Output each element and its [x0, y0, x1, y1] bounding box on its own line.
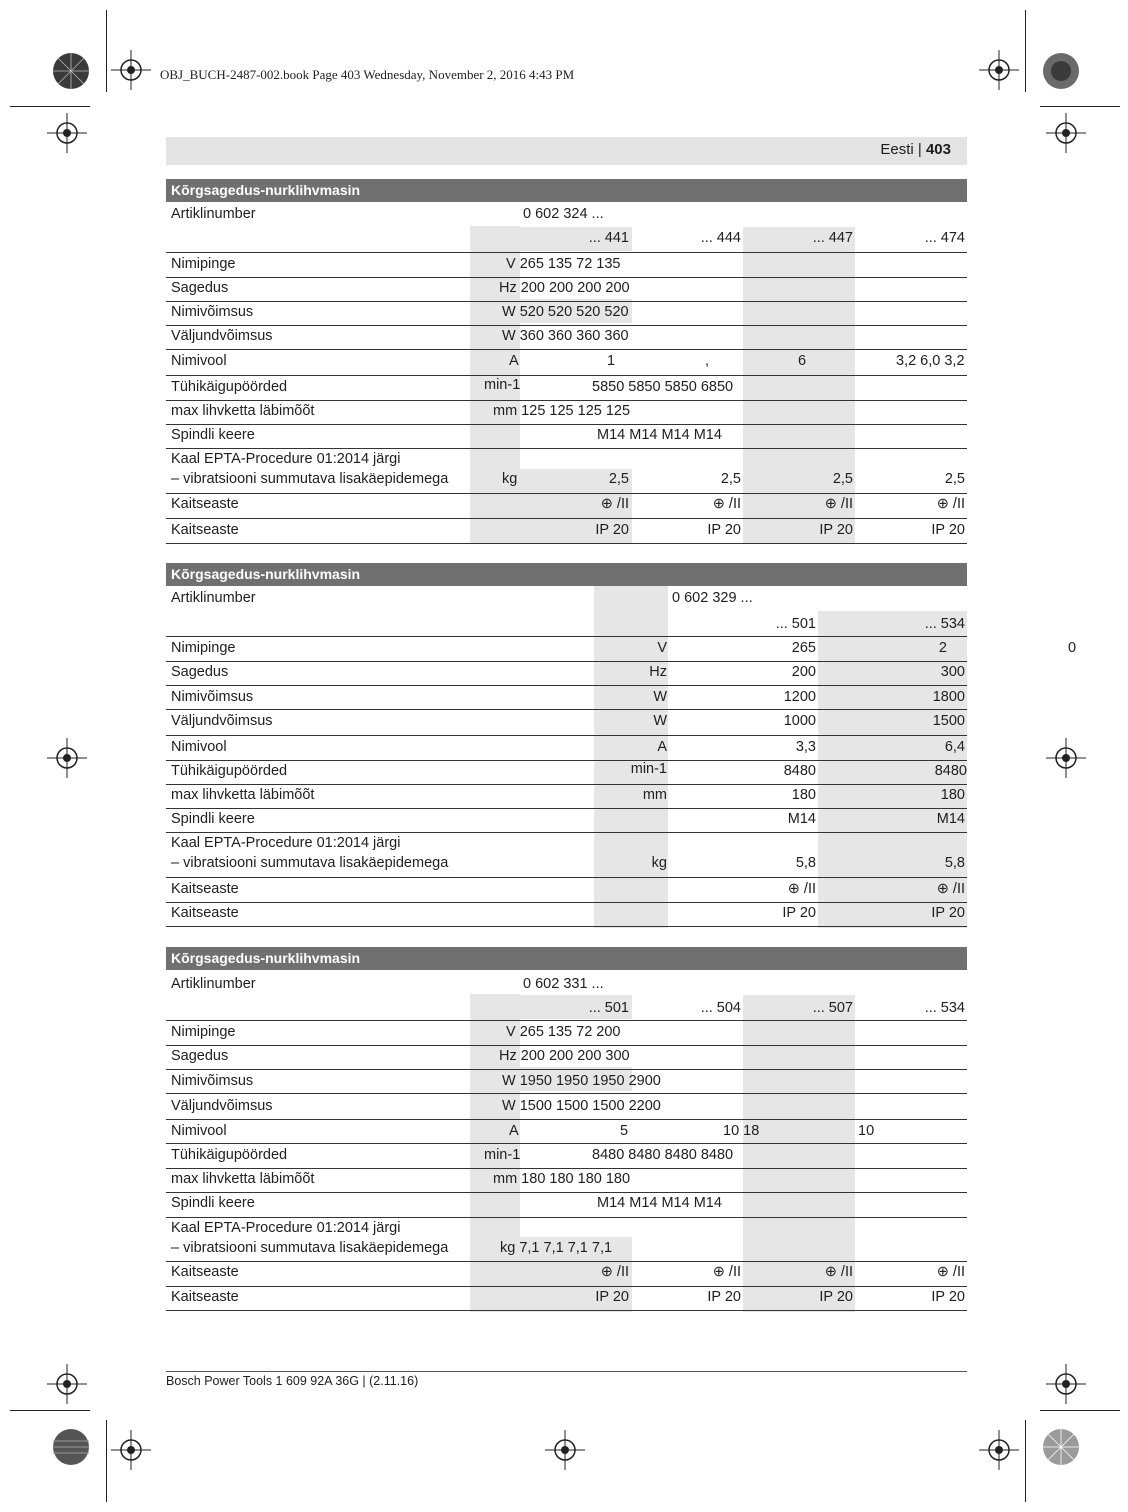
row-value: 1200	[783, 689, 816, 705]
row-value: IP 20	[595, 522, 629, 538]
row-value: 2,5	[608, 471, 629, 487]
row-value: 2,5	[944, 471, 965, 487]
table-title: Kõrgsagedus-nurklihvmasin	[166, 179, 967, 202]
trim-mark	[10, 106, 90, 107]
row-divider	[166, 375, 967, 376]
row-value: IP 20	[707, 522, 741, 538]
color-target-icon	[52, 1428, 90, 1466]
row-divider	[166, 1020, 967, 1021]
row-divider	[166, 424, 967, 425]
variant-header: ... 447	[812, 230, 853, 246]
row-value: 200	[791, 664, 816, 680]
row-label: Kaal EPTA-Procedure 01:2014 järgi	[171, 835, 401, 851]
row-label: max lihvketta läbimõõt	[171, 787, 315, 803]
row-value: 1800	[932, 689, 965, 705]
row-label: Sagedus	[171, 1048, 229, 1064]
row-value: M14	[936, 811, 965, 827]
trim-mark	[1025, 1420, 1026, 1502]
row-label-sub: – vibratsiooni summutava lisakäepidemega	[171, 855, 449, 871]
row-divider	[166, 808, 967, 809]
table-title: Kõrgsagedus-nurklihvmasin	[166, 947, 967, 970]
row-unit: A	[509, 1123, 519, 1139]
row-divider	[166, 1217, 967, 1218]
row-values: V 265 135 72 200	[506, 1024, 621, 1040]
registration-mark-icon	[979, 50, 1019, 90]
article-prefix: 0 602 331 ...	[523, 976, 604, 992]
protection-class-icon: ⊕ /II	[712, 496, 741, 512]
row-divider	[166, 760, 967, 761]
row-values: Hz 200 200 200 200	[499, 280, 630, 296]
variant-header: ... 441	[588, 230, 629, 246]
row-divider	[166, 1310, 967, 1311]
row-unit: min-1	[484, 1147, 521, 1163]
row-divider	[166, 832, 967, 833]
row-values: mm 125 125 125 125	[493, 403, 631, 419]
article-label: Artiklinumber	[171, 590, 256, 606]
row-label: Kaitseaste	[171, 1264, 239, 1280]
row-unit: mm	[642, 787, 667, 803]
row-values: Hz 200 200 200 300	[499, 1048, 630, 1064]
row-label: Nimipinge	[171, 1024, 236, 1040]
row-label: Kaitseaste	[171, 522, 239, 538]
row-divider	[166, 493, 967, 494]
page-header	[166, 137, 967, 165]
print-slug: OBJ_BUCH-2487-002.book Page 403 Wednesday, November 2, 2016 4:43 PM	[160, 67, 575, 82]
row-value: 5,8	[944, 855, 965, 871]
article-prefix: 0 602 324 ...	[523, 206, 604, 222]
row-label: Nimivõimsus	[171, 304, 254, 320]
row-label: Spindli keere	[171, 1195, 255, 1211]
section-name: Eesti	[880, 141, 914, 158]
row-value: IP 20	[819, 522, 853, 538]
color-target-icon	[1042, 1428, 1080, 1466]
row-divider	[166, 325, 967, 326]
protection-class-icon: ⊕ /II	[712, 1264, 741, 1280]
row-values: kg 7,1 7,1 7,1 7,1	[500, 1240, 613, 1256]
row-divider	[166, 1286, 967, 1287]
row-label: Nimipinge	[171, 640, 236, 656]
color-target-icon	[1042, 52, 1080, 90]
trim-mark	[1025, 10, 1026, 92]
row-value: 3,3	[795, 739, 816, 755]
row-value: 180	[940, 787, 965, 803]
page-header-label: Eesti | 403	[880, 141, 951, 158]
row-label: Sagedus	[171, 664, 229, 680]
row-divider	[166, 252, 967, 253]
row-label: Nimivool	[171, 353, 227, 369]
row-divider	[166, 902, 967, 903]
row-value: 6,4	[944, 739, 965, 755]
row-values: M14 M14 M14 M14	[597, 427, 722, 443]
row-label: Nimivool	[171, 1123, 227, 1139]
trim-mark	[106, 1420, 107, 1502]
row-value: 8480	[783, 763, 816, 779]
row-divider	[166, 735, 967, 736]
variant-header: ... 534	[924, 616, 965, 632]
article-label: Artiklinumber	[171, 976, 256, 992]
row-cell: 1	[607, 353, 616, 369]
row-divider	[166, 1093, 967, 1094]
page-number: 403	[925, 141, 951, 158]
row-label: max lihvketta läbimõõt	[171, 1171, 315, 1187]
row-label: Tühikäigupöörded	[171, 763, 288, 779]
registration-mark-icon	[111, 1430, 151, 1470]
row-divider	[166, 685, 967, 686]
row-divider	[166, 877, 967, 878]
row-cell: 5	[620, 1123, 629, 1139]
variant-header: ... 501	[775, 616, 816, 632]
spec-table	[166, 563, 967, 928]
row-cell: 10 18	[723, 1123, 760, 1139]
row-divider	[166, 1143, 967, 1144]
row-cell: 6	[798, 353, 807, 369]
row-value: IP 20	[819, 1289, 853, 1305]
trim-mark	[10, 1410, 90, 1411]
row-label: Kaitseaste	[171, 1289, 239, 1305]
row-unit: W	[653, 689, 667, 705]
row-divider	[166, 277, 967, 278]
row-divider	[166, 1192, 967, 1193]
row-values: W 360 360 360 360	[502, 328, 629, 344]
row-label: Sagedus	[171, 280, 229, 296]
protection-class-icon: ⊕ /II	[600, 496, 629, 512]
row-value: 1000	[783, 713, 816, 729]
row-value: 8480	[934, 763, 967, 779]
trim-mark	[106, 10, 107, 92]
protection-class-icon: ⊕ /II	[936, 1264, 965, 1280]
row-cell: ,	[705, 353, 710, 369]
row-values: M14 M14 M14 M14	[597, 1195, 722, 1211]
row-label: Väljundvõimsus	[171, 328, 273, 344]
row-unit: kg	[502, 471, 518, 487]
row-divider	[166, 518, 967, 519]
row-value: IP 20	[707, 1289, 741, 1305]
row-label-sub: – vibratsiooni summutava lisakäepidemega	[171, 1240, 449, 1256]
row-label: Tühikäigupöörded	[171, 379, 288, 395]
color-target-icon	[52, 52, 90, 90]
row-value: 2,5	[832, 471, 853, 487]
row-divider	[166, 709, 967, 710]
article-prefix: 0 602 329 ...	[672, 590, 753, 606]
row-unit: V	[657, 640, 667, 656]
protection-class-icon: ⊕ /II	[600, 1264, 629, 1280]
row-value: 5,8	[795, 855, 816, 871]
protection-class-icon: ⊕ /II	[936, 881, 965, 897]
protection-class-icon: ⊕ /II	[824, 1264, 853, 1280]
row-unit: W	[653, 713, 667, 729]
row-value: 1500	[932, 713, 965, 729]
spec-table	[166, 179, 967, 544]
row-divider	[166, 448, 967, 449]
row-divider	[166, 661, 967, 662]
row-value: 265	[791, 640, 816, 656]
row-value: IP 20	[782, 905, 816, 921]
page-footer: Bosch Power Tools 1 609 92A 36G | (2.11.16)	[166, 1374, 419, 1388]
registration-mark-icon	[979, 1430, 1019, 1470]
row-label: Spindli keere	[171, 427, 255, 443]
row-value: IP 20	[931, 522, 965, 538]
row-divider	[166, 543, 967, 544]
row-label-sub: – vibratsiooni summutava lisakäepidemega	[171, 471, 449, 487]
row-label: Kaitseaste	[171, 905, 239, 921]
row-divider	[166, 784, 967, 785]
row-cell: 10	[858, 1123, 875, 1139]
row-values: W 1500 1500 1500 2200	[502, 1098, 661, 1114]
row-divider	[166, 1045, 967, 1046]
row-divider	[166, 400, 967, 401]
row-label: max lihvketta läbimõõt	[171, 403, 315, 419]
registration-mark-icon	[1046, 113, 1086, 153]
row-value: M14	[787, 811, 816, 827]
row-unit: Hz	[649, 664, 667, 680]
registration-mark-icon	[545, 1430, 585, 1470]
row-divider	[166, 636, 967, 637]
row-values: V 265 135 72 135	[506, 256, 621, 272]
row-unit: A	[657, 739, 667, 755]
variant-header: ... 504	[700, 1000, 741, 1016]
trim-mark	[1040, 106, 1120, 107]
row-label: Kaitseaste	[171, 881, 239, 897]
row-value: 180	[791, 787, 816, 803]
registration-mark-icon	[1046, 738, 1086, 778]
row-label: Nimipinge	[171, 256, 236, 272]
row-divider	[166, 926, 967, 927]
row-label: Kaitseaste	[171, 496, 239, 512]
registration-mark-icon	[47, 1364, 87, 1404]
variant-header: ... 474	[924, 230, 965, 246]
row-label: Väljundvõimsus	[171, 713, 273, 729]
registration-mark-icon	[47, 738, 87, 778]
margin-note: 0	[1068, 640, 1077, 656]
row-values: W 1950 1950 1950 2900	[502, 1073, 661, 1089]
row-divider	[166, 301, 967, 302]
article-label: Artiklinumber	[171, 206, 256, 222]
row-divider	[166, 1069, 967, 1070]
row-value: 300	[940, 664, 965, 680]
row-label: Kaal EPTA-Procedure 01:2014 järgi	[171, 451, 401, 467]
variant-header: ... 507	[812, 1000, 853, 1016]
row-label: Nimivõimsus	[171, 1073, 254, 1089]
row-values: mm 180 180 180 180	[493, 1171, 631, 1187]
protection-class-icon: ⊕ /II	[787, 881, 816, 897]
row-divider	[166, 1261, 967, 1262]
row-label: Spindli keere	[171, 811, 255, 827]
row-divider	[166, 349, 967, 350]
protection-class-icon: ⊕ /II	[824, 496, 853, 512]
row-value: IP 20	[595, 1289, 629, 1305]
variant-header: ... 534	[924, 1000, 965, 1016]
row-label: Nimivool	[171, 739, 227, 755]
row-divider	[166, 1168, 967, 1169]
row-values: 5850 5850 5850 6850	[592, 379, 734, 395]
row-value: IP 20	[931, 905, 965, 921]
row-cell: 3,2 6,0 3,2	[896, 353, 965, 369]
row-unit: A	[509, 353, 519, 369]
row-divider	[166, 1119, 967, 1120]
row-label: Nimivõimsus	[171, 689, 254, 705]
variant-header: ... 444	[700, 230, 741, 246]
row-label: Kaal EPTA-Procedure 01:2014 järgi	[171, 1220, 401, 1236]
row-values: 8480 8480 8480 8480	[592, 1147, 734, 1163]
row-unit: min-1	[484, 377, 521, 393]
variant-header: ... 501	[588, 1000, 629, 1016]
registration-mark-icon	[111, 50, 151, 90]
row-value: 2,5	[720, 471, 741, 487]
registration-mark-icon	[1046, 1364, 1086, 1404]
row-label: Väljundvõimsus	[171, 1098, 273, 1114]
protection-class-icon: ⊕ /II	[936, 496, 965, 512]
registration-mark-icon	[47, 113, 87, 153]
trim-mark	[1040, 1410, 1120, 1411]
footer-rule	[166, 1371, 967, 1372]
spec-table	[166, 947, 967, 1312]
row-values: W 520 520 520 520	[502, 304, 629, 320]
row-label: Tühikäigupöörded	[171, 1147, 288, 1163]
row-unit: kg	[651, 855, 667, 871]
row-unit: min-1	[630, 761, 667, 777]
table-title: Kõrgsagedus-nurklihvmasin	[166, 563, 967, 586]
row-value: 2	[938, 640, 947, 656]
row-value: IP 20	[931, 1289, 965, 1305]
